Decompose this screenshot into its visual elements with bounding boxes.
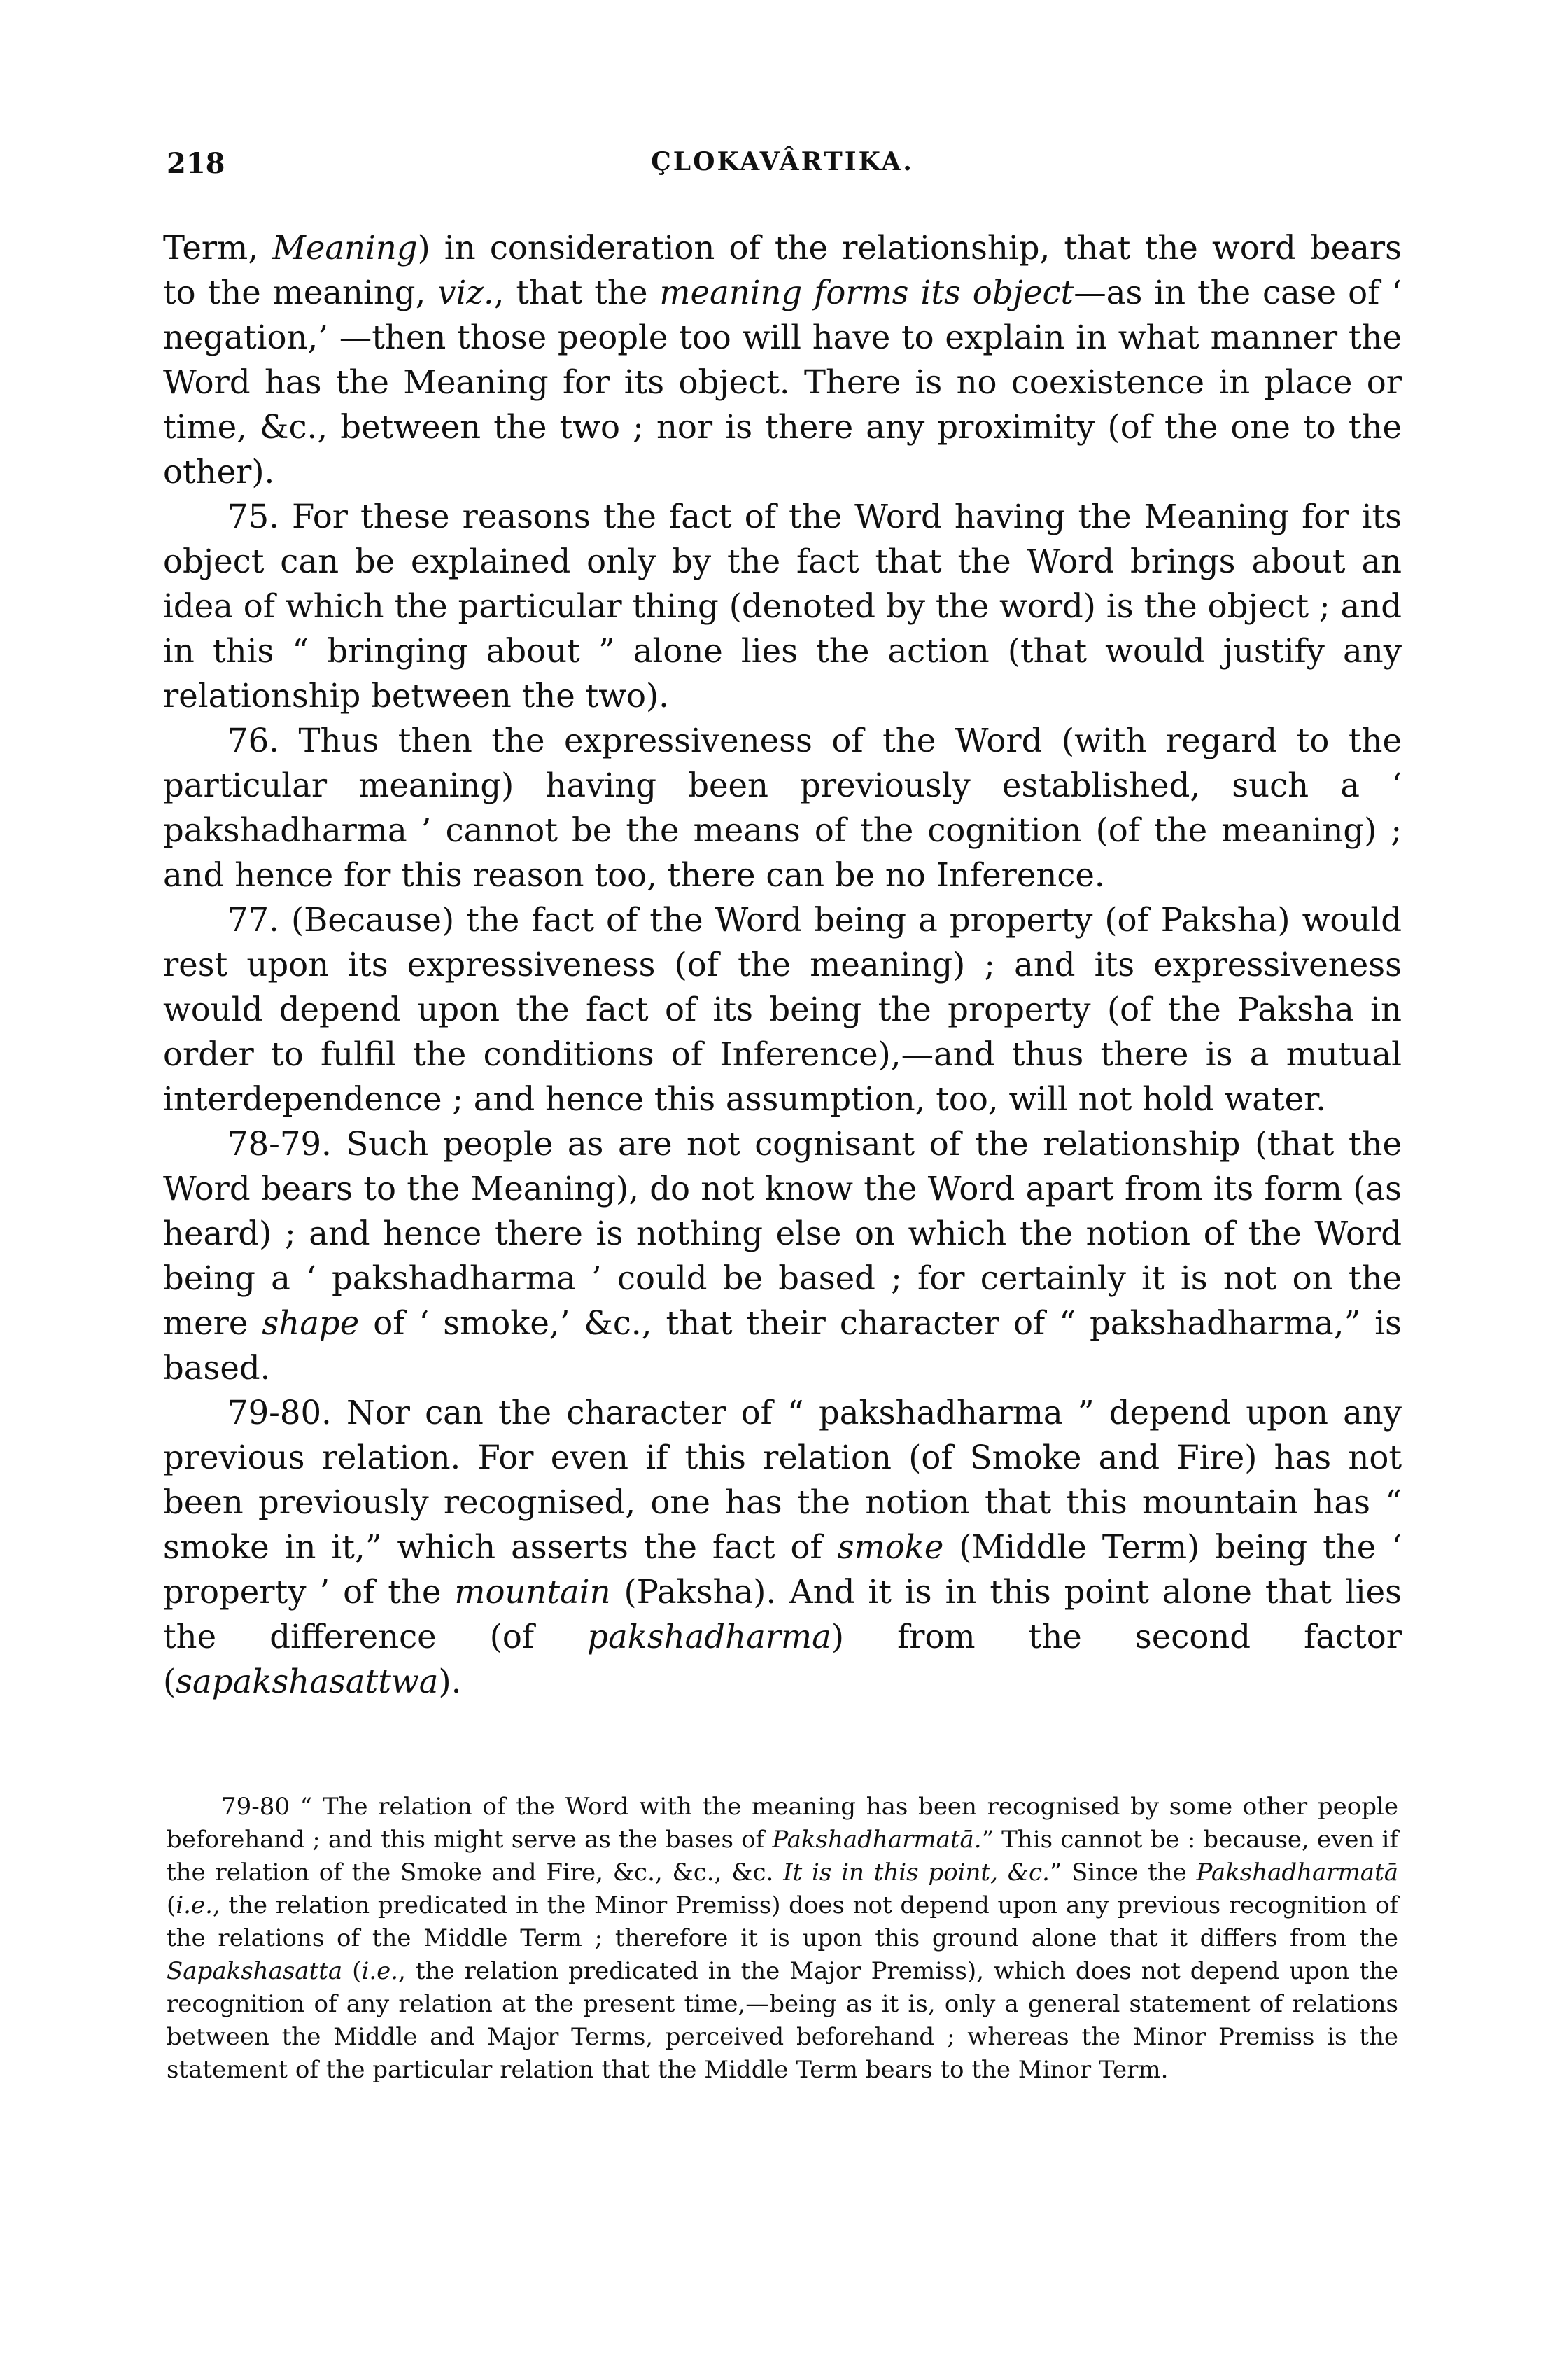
emphasis: Pakshadharmatā. [772, 1826, 982, 1854]
emphasis: Sapakshasatta [167, 1957, 343, 1985]
page-number: 218 [167, 147, 225, 180]
verse-77: 77. (Because) the fact of the Word being a property (of Paksha) would rest upon its expressiveness (of the meaning) ; and its expressiveness would depend upon the fact of its being the property (of the Paksha in order to fulfil the conditions of Inference),—and thus there is a mutual interdependence ; and hence this assumption, too, will not hold water. [163, 901, 1402, 1118]
emphasis: sapakshasattwa [176, 1662, 439, 1700]
emphasis: Meaning [272, 229, 418, 267]
emphasis: smoke [837, 1528, 944, 1566]
footnote-number: 79-80 [221, 1793, 290, 1821]
running-head [167, 147, 1398, 189]
footnote-text: 79-80 “ The relation of the Word with the meaning has been recognised by some other people beforehand ; and this might serve as the bases of Pakshadharmatā.” This cannot be : because, even if the relation of the Smoke and Fire, &c., &c., &c. It is in this point, &c.” Since the Pakshadharmatā (i.e., the relation predicated in the Minor Premiss) does not depend upon any previous recognition of the relations of the Middle Term ; therefore it is upon this ground alone that it differs from the Sapakshasatta (i.e., the relation predicated in the Major Premiss), which does not depend upon the recognition of any relation at the present time,—being as it is, only a general statement of relations between the Middle and Major Terms, perceived beforehand ; whereas the Minor Premiss is the statement of the particular relation that the Middle Term bears to the Minor Term. [167, 1793, 1399, 2084]
paragraph-continuation: Term, Meaning) in consideration of the relationship, that the word bears to the meaning, viz., that the meaning forms its object—as in the case of ‘ negation,’ —then those people too will have to explain in what manner the Word has the Meaning for its object. There is no coexistence in place or time, &c., between the two ; nor is there any proximity (of the one to the other). [163, 229, 1402, 491]
emphasis: mountain [454, 1573, 611, 1611]
verse-75: 75. For these reasons the fact of the Word having the Meaning for its object can be explained only by the fact that the Word brings about an idea of which the particular thing (denoted by the word) is the object ; and in this “ bringing about ” alone lies the action (that would justify any relationship between the two). [163, 498, 1402, 715]
emphasis: i.e. [361, 1957, 399, 1985]
footnote [167, 1791, 1398, 2087]
verse-79-80: 79-80. Nor can the character of “ pakshadharma ” depend upon any previous relation. For even if this relation (of Smoke and Fire) has not been previously recognised, one has the notion that this mountain has “ smoke in it,” which asserts the fact of smoke (Middle Term) being the ‘ property ’ of the mountain (Paksha). And it is in this point alone that lies the difference (of pakshadharma) from the second factor (sapakshasattwa). [163, 1394, 1402, 1700]
verse-76: 76. Thus then the expressiveness of the Word (with regard to the particular meaning) having been previously established, such a ‘ pakshadharma ’ cannot be the means of the cognition (of the meaning) ; and hence for this reason too, there can be no Inference. [163, 722, 1402, 894]
emphasis: pakshadharma [587, 1618, 831, 1656]
emphasis: shape [262, 1304, 360, 1342]
verse-number: 75. [227, 498, 279, 536]
emphasis: It is in this point, &c. [783, 1858, 1050, 1886]
emphasis: i.e. [176, 1891, 213, 1919]
emphasis: Pakshadharmatā [1196, 1858, 1398, 1886]
verse-number: 76. [227, 722, 279, 760]
verse-number: 78-79. [227, 1125, 332, 1163]
verse-number: 79-80. [227, 1394, 332, 1432]
emphasis: viz. [437, 274, 494, 312]
verse-78-79: 78-79. Such people as are not cognisant of the relationship (that the Word bears to the Meaning), do not know the Word apart from its form (as heard) ; and hence there is nothing else on which the notion of the Word being a ‘ pakshadharma ’ could be based ; for certainly it is not on the mere shape of ‘ smoke,’ &c., that their character of “ pakshadharma,” is based. [163, 1125, 1402, 1387]
verse-number: 77. [227, 901, 279, 939]
main-text [163, 225, 1402, 1704]
running-title: ÇLOKAVÂRTIKA. [651, 147, 914, 176]
emphasis: meaning forms its object [659, 274, 1074, 312]
